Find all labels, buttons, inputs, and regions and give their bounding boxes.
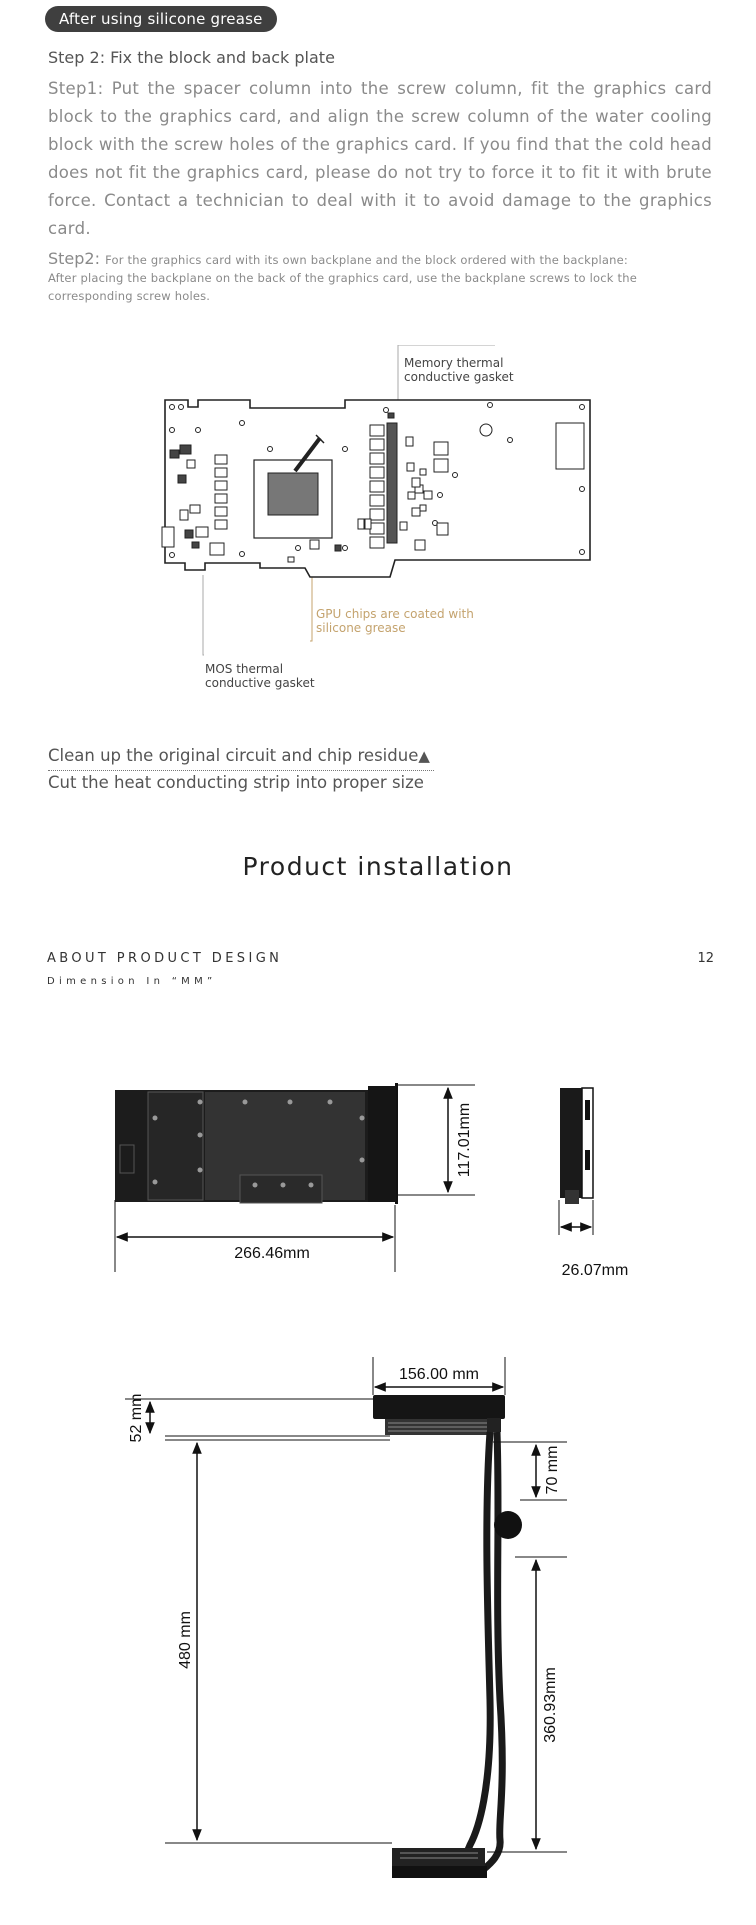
triangle-icon: ▲ <box>418 747 430 765</box>
fitting-ball <box>494 1511 522 1539</box>
memory-gasket-label: Memory thermal conductive gasket <box>404 356 514 384</box>
tube-offset-label: 70 mm <box>544 1445 561 1495</box>
step-title: Step 2: Fix the block and back plate <box>48 48 335 67</box>
step2-label: Step2: <box>48 249 100 268</box>
mos-gasket-label: MOS thermal conductive gasket <box>205 662 315 690</box>
water-block-front-view <box>115 1083 398 1204</box>
radiator-thickness-label: 52 mm <box>128 1393 145 1443</box>
cut-note: Cut the heat conducting strip into proper size <box>48 773 424 792</box>
step2-first-line: For the graphics card with its own backplane and the block ordered with the backplane: <box>105 253 628 267</box>
radiator-width-label: 156.00 mm <box>398 1366 480 1383</box>
overall-height-label: 480 mm <box>177 1611 194 1669</box>
design-heading: ABOUT PRODUCT DESIGN <box>47 951 283 966</box>
dimension-note: Dimension In “MM” <box>47 976 217 987</box>
gpu-grease-label: GPU chips are coated with silicone grease <box>316 607 474 635</box>
tube-length-label: 360.93mm <box>542 1667 559 1743</box>
radiator-assembly <box>373 1395 522 1878</box>
page-number: 12 <box>697 951 714 966</box>
block-thickness-label: 26.07mm <box>561 1262 629 1279</box>
water-block-side-view <box>560 1088 593 1204</box>
block-width-label: 266.46mm <box>234 1245 310 1262</box>
clean-note-text: Clean up the original circuit and chip residue <box>48 746 419 765</box>
section-badge: After using silicone grease <box>45 6 277 32</box>
section-title: Product installation <box>242 852 514 881</box>
block-height-label: 117.01mm <box>456 1102 473 1178</box>
step2-rest: After placing the backplane on the back of the graphics card, use the backplane screws to lock the corresponding screw holes. <box>48 271 637 303</box>
step1-paragraph: Step1: Put the spacer column into the screw column, fit the graphics card block to the graphics card, and align the screw column of the water cooling block with the screw holes of the graphics card. If you find that the cold head does not fit the graphics card, please do not try to force it to fit it with brute force. Contact a technician to deal with it to avoid damage to the graphics card. <box>48 79 712 238</box>
